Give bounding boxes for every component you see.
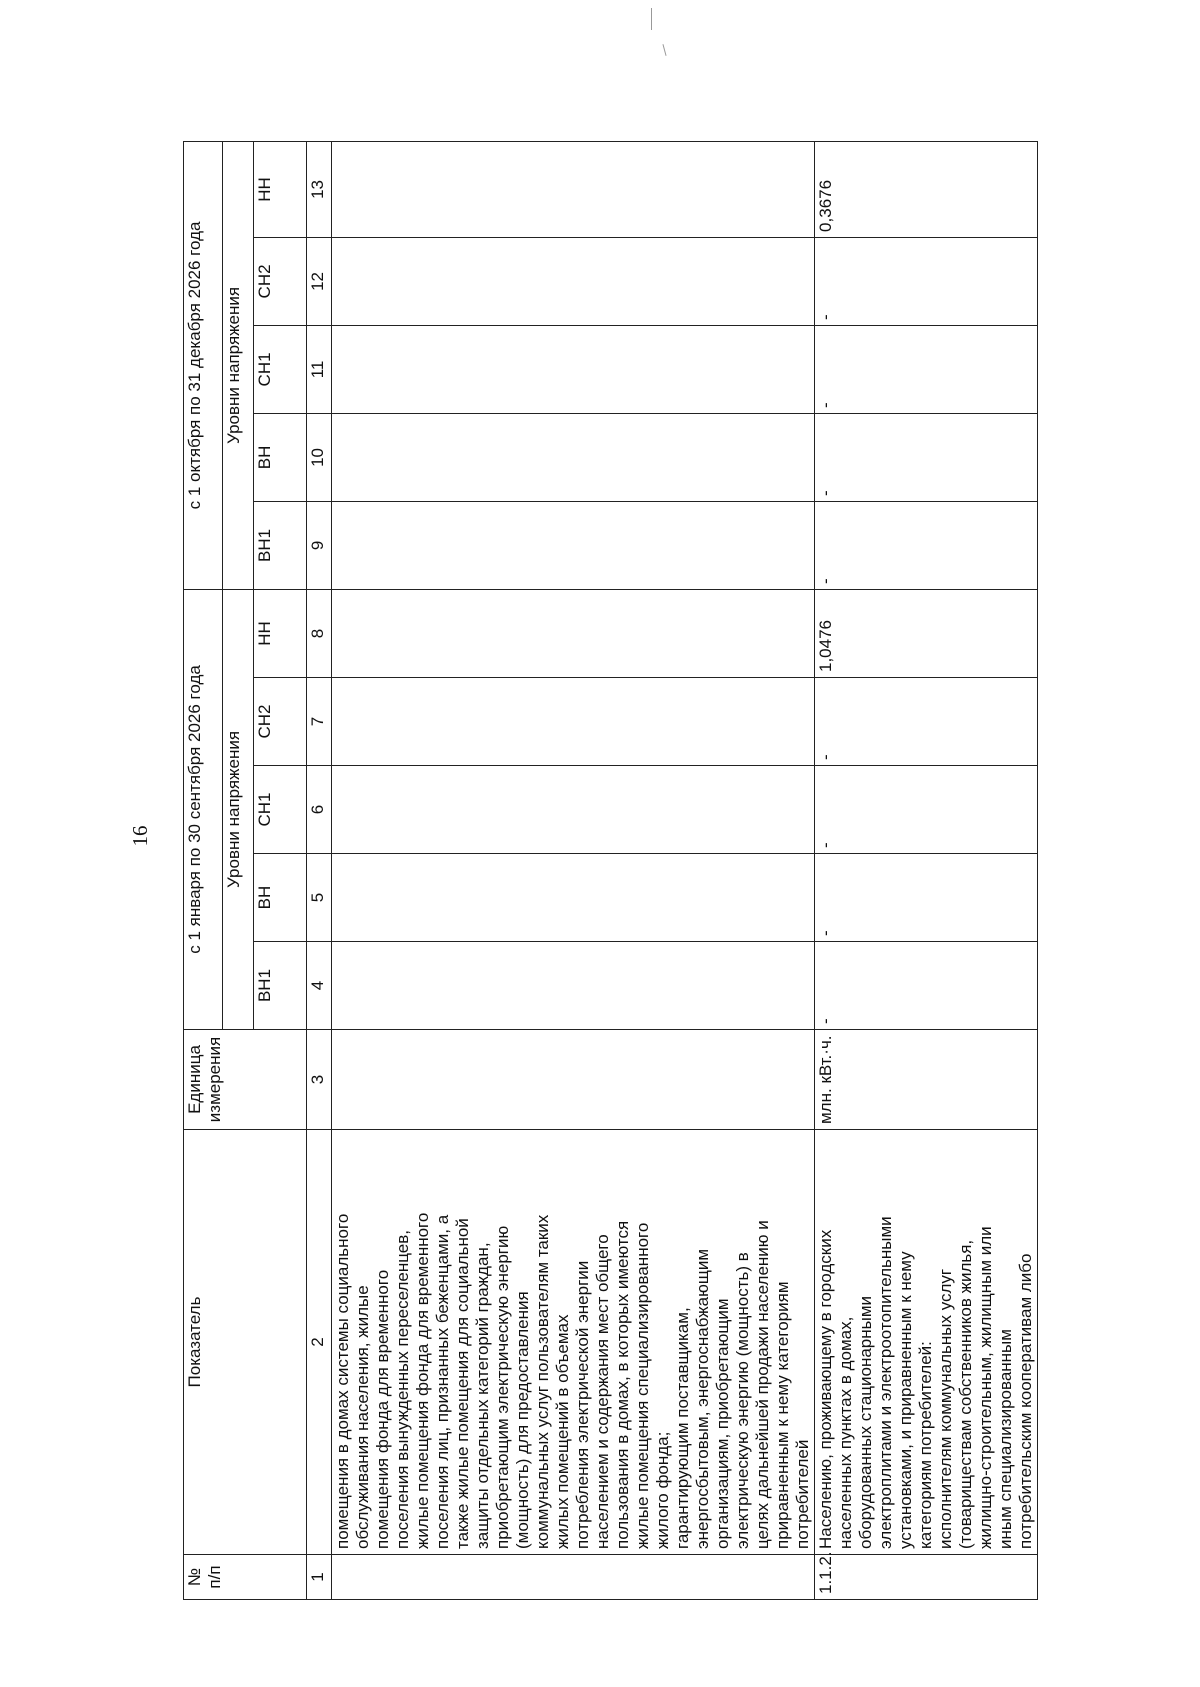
- indicator-line: энергосбытовым, энергоснабжающим: [693, 1248, 712, 1549]
- value-cell: [332, 325, 815, 413]
- value-cell: [332, 413, 815, 501]
- header-row-1: [184, 141, 223, 1599]
- value-cell: -: [815, 854, 1038, 942]
- row-unit: млн. кВт.·ч.: [815, 1030, 1038, 1130]
- indicator-line: электроплитами и электроотопительными: [876, 1216, 895, 1549]
- page-number: 16: [128, 825, 152, 847]
- level-nn: НН: [253, 141, 306, 237]
- column-number: 13: [307, 141, 332, 237]
- table-row: [332, 141, 815, 1599]
- indicator-line: помещения фонда для временного: [373, 1269, 392, 1549]
- row-number: 1.1.2.: [815, 1555, 1038, 1600]
- indicator-line: гарантирующим поставщикам,: [673, 1307, 692, 1549]
- scan-mark: [651, 8, 652, 30]
- indicator-line: потребления электрической энергии: [573, 1260, 592, 1549]
- indicator-line: населенных пунктах в домах,: [836, 1316, 855, 1549]
- value-cell: [332, 237, 815, 325]
- scan-mark: [662, 44, 666, 56]
- value-cell: -: [815, 678, 1038, 766]
- indicator-line: Населению, проживающему в городских: [816, 1229, 835, 1549]
- indicator-line: пользования в домах, в которых имеются: [613, 1220, 632, 1549]
- level-sn1: СН1: [253, 325, 306, 413]
- column-number: 7: [307, 678, 332, 766]
- tariff-table: [183, 141, 1038, 1600]
- column-number: 3: [307, 1030, 332, 1130]
- indicator-line: (товариществам собственников жилья,: [956, 1239, 975, 1549]
- column-number: 10: [307, 413, 332, 501]
- indicator-line: иным специализированным: [996, 1329, 1015, 1549]
- header-period-2: с 1 октября по 31 декабря 2026 года: [184, 141, 223, 589]
- level-sn1: СН1: [253, 766, 306, 854]
- header-indicator: Показатель: [184, 1130, 307, 1555]
- column-number: 2: [307, 1130, 332, 1555]
- level-nn: НН: [253, 589, 306, 677]
- indicator-line: обслуживания населения, жилые: [353, 1285, 372, 1549]
- indicator-line: потребительским кооперативам либо: [1016, 1253, 1035, 1549]
- indicator-line: защиты отдельных категорий граждан,: [473, 1242, 492, 1549]
- row-unit: [332, 1030, 815, 1130]
- value-cell: -: [815, 325, 1038, 413]
- column-number: 8: [307, 589, 332, 677]
- value-cell: [332, 942, 815, 1030]
- column-number: 9: [307, 501, 332, 589]
- indicator-line: категориям потребителей:: [916, 1341, 935, 1549]
- level-sn2: СН2: [253, 678, 306, 766]
- indicator-line: оборудованных стационарными: [856, 1295, 875, 1549]
- column-number: 12: [307, 237, 332, 325]
- indicator-line: установками, и приравненным к нему: [896, 1251, 915, 1549]
- value-cell: -: [815, 237, 1038, 325]
- indicator-line: организациям, приобретающим: [713, 1298, 732, 1549]
- indicator-line: жилого фонда;: [653, 1431, 672, 1549]
- value-cell: [332, 678, 815, 766]
- header-period-1: с 1 января по 30 сентября 2026 года: [184, 589, 223, 1029]
- tariff-table-rotated: [183, 154, 1200, 1600]
- indicator-line: помещения в домах системы социального: [333, 1213, 352, 1549]
- indicator-line: целях дальнейшей продажи населению и: [753, 1220, 772, 1549]
- value-cell: [332, 766, 815, 854]
- value-cell: -: [815, 942, 1038, 1030]
- value-cell: [332, 501, 815, 589]
- header-levels-1: Уровни напряжения: [222, 589, 253, 1029]
- value-cell: -: [815, 501, 1038, 589]
- column-number-row: [307, 141, 332, 1599]
- row-indicator-text: [332, 1130, 815, 1555]
- row-indicator-text: [815, 1130, 1038, 1555]
- level-vn1: ВН1: [253, 501, 306, 589]
- level-vn1: ВН1: [253, 942, 306, 1030]
- row-number: [332, 1555, 815, 1600]
- column-number: 6: [307, 766, 332, 854]
- header-no: № п/п: [184, 1555, 307, 1600]
- indicator-line: исполнителям коммунальных услуг: [936, 1268, 955, 1549]
- indicator-line: поселения лиц, признанных беженцами, а: [433, 1214, 452, 1549]
- indicator-line: населением и содержания мест общего: [593, 1234, 612, 1549]
- indicator-line: приравненным к нему категориям: [773, 1281, 792, 1549]
- indicator-line: жилые помещения специализированного: [633, 1222, 652, 1549]
- indicator-line: поселения вынужденных переселенцев,: [393, 1229, 412, 1549]
- value-cell: -: [815, 766, 1038, 854]
- indicator-line: коммунальных услуг пользователям таких: [533, 1214, 552, 1549]
- value-cell: [332, 589, 815, 677]
- level-vn: ВН: [253, 854, 306, 942]
- value-cell: -: [815, 413, 1038, 501]
- indicator-line: также жилые помещения для социальной: [453, 1218, 472, 1549]
- level-vn: ВН: [253, 413, 306, 501]
- column-number: 4: [307, 942, 332, 1030]
- header-levels-2: Уровни напряжения: [222, 141, 253, 589]
- value-cell: [332, 141, 815, 237]
- table-row: [815, 141, 1038, 1599]
- column-number: 11: [307, 325, 332, 413]
- indicator-line: жилых помещений в объемах: [553, 1314, 572, 1549]
- value-cell: [332, 854, 815, 942]
- header-unit: Единица измерения: [184, 1030, 307, 1130]
- level-sn2: СН2: [253, 237, 306, 325]
- indicator-line: приобретающим электрическую энергию: [493, 1225, 512, 1549]
- indicator-line: жилищно-строительным, жилищным или: [976, 1226, 995, 1549]
- value-cell: 1,0476: [815, 589, 1038, 677]
- indicator-line: электрическую энергию (мощность) в: [733, 1252, 752, 1549]
- indicator-line: жилые помещения фонда для временного: [413, 1212, 432, 1549]
- column-number: 5: [307, 854, 332, 942]
- column-number: 1: [307, 1555, 332, 1600]
- indicator-line: (мощность) для предоставления: [513, 1291, 532, 1549]
- indicator-line: потребителей: [793, 1439, 812, 1549]
- value-cell: 0,3676: [815, 141, 1038, 237]
